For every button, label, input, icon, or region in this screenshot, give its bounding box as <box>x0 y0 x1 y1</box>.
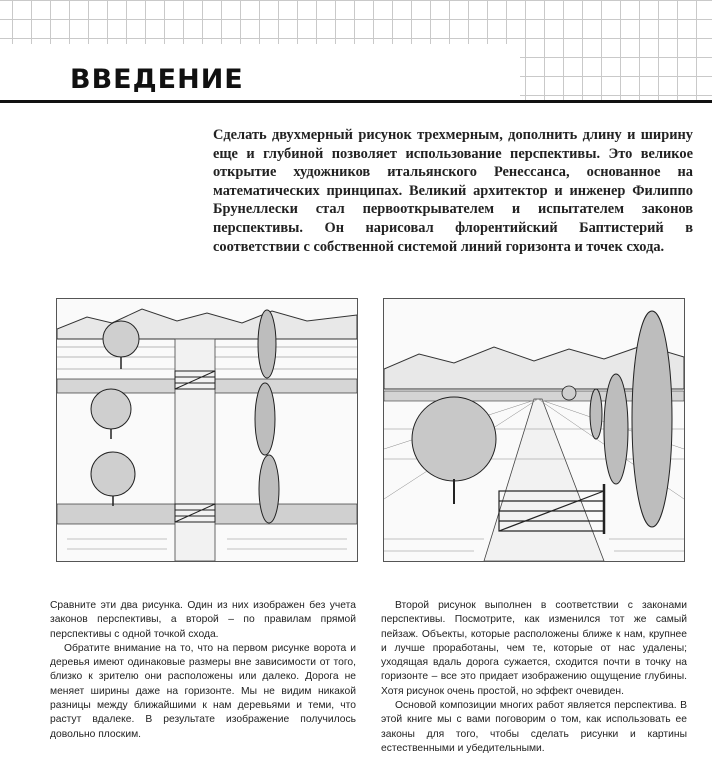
left-paragraph-1: Сравните эти два рисунка. Один из них изображен без учета законов перспективы, а второй – по правилам прямой перспективы с одной точкой схода. <box>50 600 356 640</box>
right-paragraph-2: Основой композиции многих работ является перспектива. В этой книге мы с вами поговорим о том, как использовать ее законы для того, чтобы сделать рисунки и картины естественными и убедительными. <box>381 700 687 754</box>
intro-paragraph: Сделать двухмерный рисунок трехмерным, дополнить длину и ширину еще и глубиной позволяет использование перспективы. Это великое открытие художников итальянского Ренессанса, основанное на математических принципах. Великий архитектор и инженер Филиппо Брунеллески стал первооткрывателем и испытателем законов перспективы. Он нарисовал флорентийский Баптистерий в соответствии с собственной системой линий горизонта и точек схода. <box>213 127 693 255</box>
flat-landscape-svg <box>57 299 357 561</box>
perspective-landscape-drawing <box>383 298 685 562</box>
left-paragraph-2: Обратите внимание на то, что на первом рисунке ворота и деревья имеют одинаковые размеры вне зависимости от того, близко к зрителю они расположены или далеко. Дорога не меняет ширины даже на горизонте. Мы не видим никакой разницы между ближайшими к нам деревьями и теми, что растут вдалеке. В результате изображение получилось довольно плоским. <box>50 642 356 740</box>
right-paragraph-1: Второй рисунок выполнен в соответствии с законами перспективы. Посмотрите, как изменился тот же самый пейзаж. Объекты, которые расположены ближе к нам, крупнее и лучше проработаны, чем те, которые от нас удалены; уходящая вдаль дорога сужается, сходится почти в точку на горизонте – все это придает изображению ощущение глубины. Хотя рисунок очень простой, но эффект очевиден. <box>381 600 687 697</box>
right-text-column <box>381 599 687 756</box>
left-text-column <box>50 599 356 742</box>
page-title: ВВЕДЕНИЕ <box>70 64 244 95</box>
header-rule <box>0 100 712 103</box>
perspective-landscape-svg <box>384 299 684 561</box>
flat-landscape-drawing <box>56 298 358 562</box>
